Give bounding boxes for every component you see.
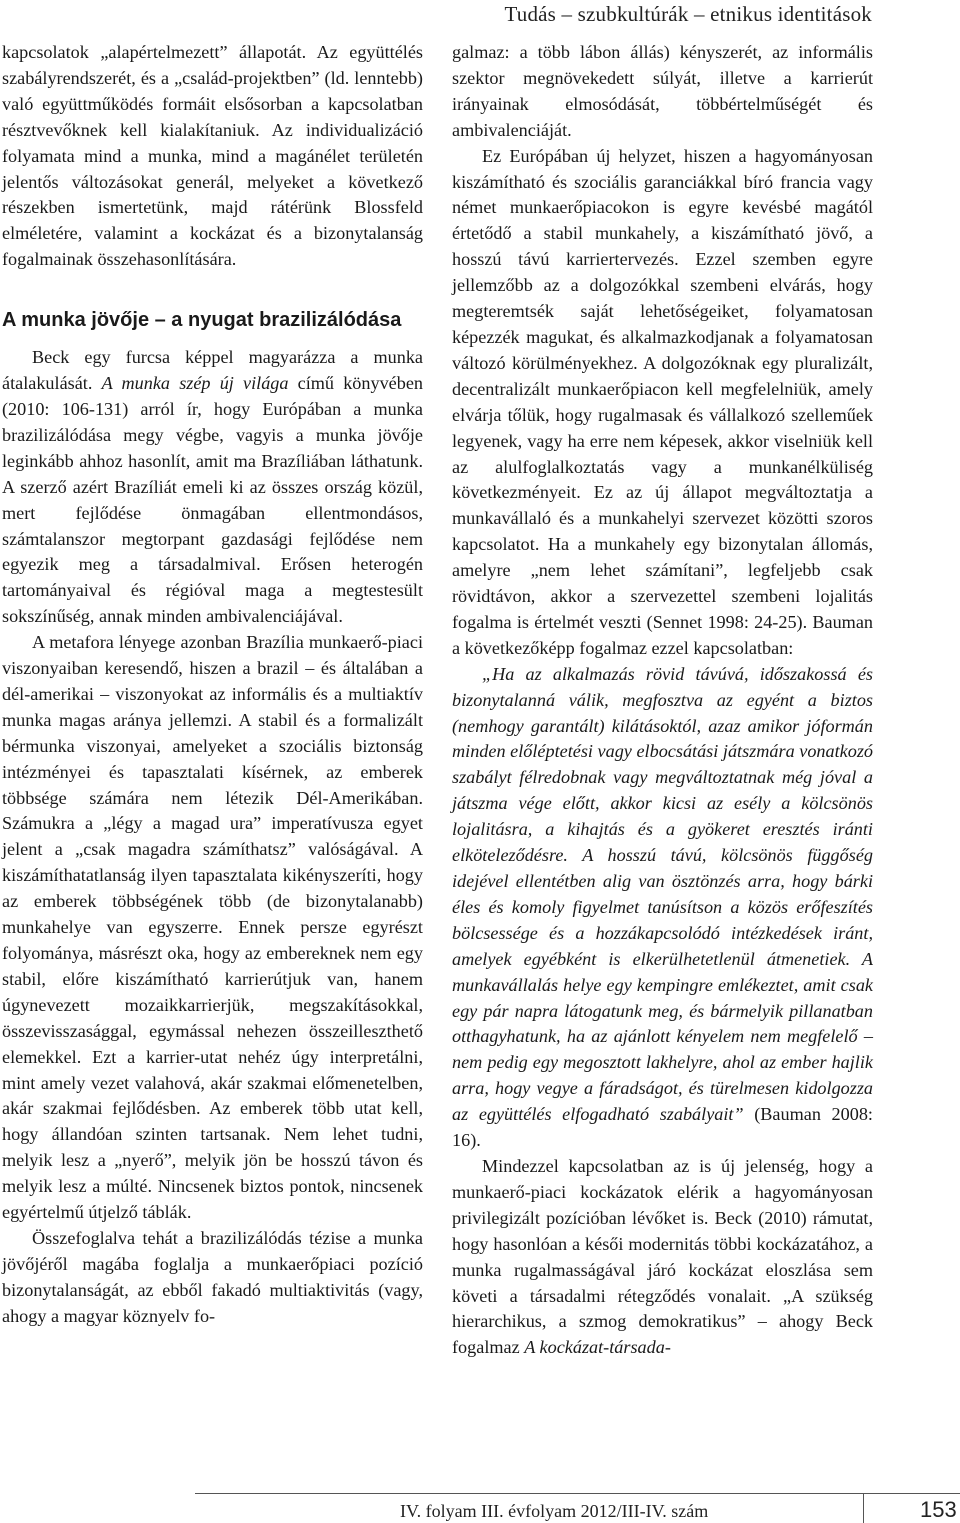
paragraph: galmaz: a több lábon állás) kényszerét, az informális szektor megnövekedett súlyát, illetve a karrierút irányainak elmosódását, többértelműségét és ambivalenciáját. (452, 42, 873, 140)
paragraph: A metafora lényege azonban Brazília munkaerő-piaci viszonyaiban keresendő, hiszen a brazil – és általában a dél-amerikai – viszonyokat az informális és a multiaktív munka magas aránya jellemzi. A stabil és a formalizált bérmunka viszonyai, amelyeket a szociális biztonság intézményei és tapasztalati kísérnek, az emberek többsége számára nem létezik Dél-Amerikában. Számukra a „légy a magad ura” imperatívusza egyet jelent a „csak magadra számíthatsz” valóságával. A kiszámíthatatlanság ilyen tapasztalata kikényszeríti, hogy az emberek többségének több (de bizonytalanabb) munkahelye van egyszerre. Ennek persze egyrészt folyománya, másrészt oka, hogy az embereknek nem egy stabil, előre kiszámítható karrierútjuk van, hanem úgynevezett mozaikkarrierjük, megszakításokkal, összevisszasággal, egymással nehezen összeilleszthető elemekkel. Ezt a karrier-utat nehéz úgy interpretálni, mint amely vezet valahová, akár szakmai előmenetelben, akár szakmai fejlődésben. Az emberek több utat kell, hogy állandóan szinten tartsanak. Nem lehet tudni, melyik lesz a „nyerő”, melyik jön be hosszú távon és melyik lesz a múlté. Nincsenek biztos pontok, nincsenek egyértelmű útjelző táblák. (2, 632, 423, 1223)
page-number: 153 (920, 1497, 957, 1522)
book-title: A munka szép új világa (101, 373, 289, 394)
text-run: Beck egy furcsa képpel magyarázza a munka átalakulását. (2, 347, 423, 394)
block-quote (452, 662, 873, 1154)
issue-info: IV. folyam III. évfolyam 2012/III-IV. szám (400, 1501, 709, 1521)
paragraph: Összefoglalva tehát a brazilizálódás tézise a munka jövőjéről magába foglalja a munkaerőpiaci pozíció bizonytalanságát, az ebből fakadó multiaktivitás (vagy, ahogy a magyar köznyelv fo- (2, 1227, 423, 1326)
paragraph: Ez Európában új helyzet, hiszen a hagyományosan kiszámítható és szociális garanciákkal bíró francia vagy német munkaerőpiacokon is egyre kevésbé magától értetődő a stabil munkahely, a kiszámítható jövő, a hosszú távú karriertervezés. Ezzel szemben egyre jellemzőbb az a dolgozókkal szembeni elvárás, hogy megteremtsék saját lehetőségeiket, folyamatosan képezzék magukat, és alkalmazkodjanak a folyamatosan változó körülményekhez. A dolgozóknak egy pluralizált, decentralizált munkaerőpiacon kell megfelelniük, amely elvárja tőlük, hogy rugalmasak és vállalkozó szelleműek legyenek, vagy ha erre nem képesek, akkor viselniük kell az alulfoglalkoztatás vagy a munkanélküliség következményeit. Ez az új állapot megváltoztatja a munkavállaló és a munkahelyi szervezet közötti szoros kapcsolatot. Ha a munkahely egy bizonytalan állomás, amelyre „nem lehet számítani”, legfeljebb csak rövidtávon, akkor a szervezettel szembeni lojalitás fogalma is értelmét veszti (Sennet 1998: 24-25). Bauman a következőképp fogalmaz ezzel kapcsolatban: (452, 145, 873, 658)
page-footer (0, 1493, 960, 1523)
section-heading: A munka jövője – a nyugat brazilizálódása (2, 309, 402, 332)
left-column (2, 40, 423, 1330)
book-title: A kockázat-társada- (524, 1337, 671, 1358)
paragraph: kapcsolatok „alapértelmezett” állapotát. Az együttélés szabályrendszerét, és a „család-projektben” (ld. lenntebb) való együttműködés formáit elsősorban a kapcsolatban résztvevőknek kell kialakítaniuk. Az individualizáció folyamata mind a munka, mind a magánélet területén jelentős változásokat generál, melyeket a következő részekben ismertetünk, majd rátérünk Blossfeld elméletére, valamint a kockázat és a bizonytalanság fogalmainak összehasonlítására. (2, 42, 423, 270)
quote-citation: (Bauman 2008: 16). (452, 1104, 873, 1151)
paragraph (2, 345, 423, 630)
footer-rule (195, 1493, 960, 1494)
text-run: című könyvében (2010: 106-131) arról ír, hogy Európában a munka brazilizálódása megy végbe, vagyis a munka jövője leginkább ahhoz hasonlít, amit ma Brazíliában láthatunk. A szerző azért Brazíliát emeli ki az összes ország közül, mert fejlődése önmagában ellentmondásos, számtalanszor megtorpant gazdasági fejlődése nem egyezik meg a társadalmival. Erősen heterogén tartományaival és régióval maga a megtestesült sokszínűség, annak minden ambivalenciájával. (2, 373, 424, 627)
footer-separator (863, 1493, 864, 1523)
text-run: Mindezzel kapcsolatban az is új jelenség, hogy a munkaerő-piaci kockázatok elérik a hagyományosan privilegizált pozícióban lévőket is. Beck (2010) rámutat, hogy hasonlóan a késői modernitás többi kockázatához, a munka rugalmasságával járó kockázat eloszlása sem követi a társadalmi rétegződés vonalait. „A szükség hierarchikus, a szmog demokratikus” – ahogy Beck fogalmaz (452, 1155, 873, 1358)
running-head: Tudás – szubkultúrák – etnikus identitások (504, 2, 872, 26)
right-column (452, 40, 873, 1361)
paragraph (452, 1154, 873, 1361)
quote-text: „Ha az alkalmazás rövid távúvá, időszakossá és bizonytalanná válik, megfosztva az egyént a biztos (nemhogy garantált) kilátásoktól, azaz amikor jóformán minden előléptetési vagy elbocsátási játszmára vonatkozó szabályt félredobnak vagy megváltoztatnak még jóval a játszma vége előtt, akkor kicsi az esély a kölcsönös lojalitásra, a kihajtás és a gyökeret eresztés iránti elköteleződésre. A hosszú távú, kölcsönös függőség idejével ellentétben alig van ösztönzés arra, hogy bárki éles és komoly figyelmet tanúsítson a közös erőfeszítés bölcsessége és a hozzákapcsolódó intézkedések iránt, amelyek egyébként is elkerülhetetlenül átmenetiek. A munkavállalás helye egy kempingre emlékeztet, amit csak egy pár napra látogatunk meg, és bármelyik pillanatban otthagyhatunk, ha az ajánlott kényelem nem megfelelő – nem pedig egy megosztott lakhelyre, ahol az ember hajlik arra, hogy vegye a fáradságot, és türelmesen kidolgozza az együttélés elfogadható szabályait” (452, 663, 873, 1125)
